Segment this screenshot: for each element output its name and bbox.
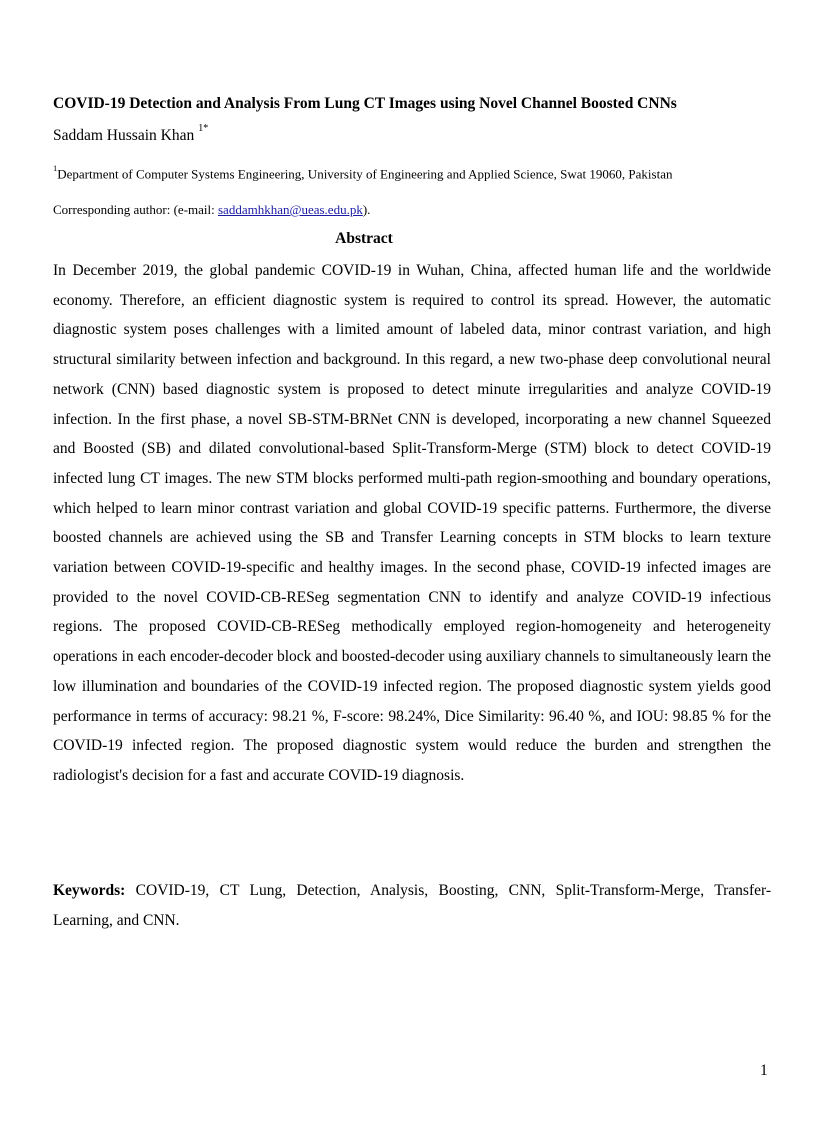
- author-affiliation-marker: 1*: [198, 123, 209, 134]
- author-name: Saddam Hussain Khan: [53, 127, 195, 145]
- corresponding-author-line: [53, 200, 370, 220]
- affiliation-marker: 1: [53, 163, 58, 173]
- corresponding-suffix: ).: [362, 202, 371, 217]
- affiliation-line: [53, 160, 672, 184]
- author-line: [53, 121, 208, 147]
- affiliation-text: Department of Computer Systems Engineering, University of Engineering and Applied Science, Swat 19060, Pakistan: [57, 166, 673, 182]
- page-number: 1: [760, 1062, 768, 1079]
- paper-title: COVID-19 Detection and Analysis From Lung CT Images using Novel Channel Boosted CNNs: [53, 95, 677, 112]
- keywords-label: Keywords:: [53, 882, 126, 899]
- abstract-body: In December 2019, the global pandemic COVID-19 in Wuhan, China, affected human life and the worldwide economy. Therefore, an efficient diagnostic system is required to control its spread. However, the automatic diagnostic system poses challenges with a limited amount of labeled data, minor contrast variation, and high structural similarity between infection and background. In this regard, a new two-phase deep convolutional neural network (CNN) based diagnostic system is proposed to detect minute irregularities and analyze COVID-19 infection. In the first phase, a novel SB-STM-BRNet CNN is developed, incorporating a new channel Squeezed and Boosted (SB) and dilated convolutional-based Split-Transform-Merge (STM) block to detect COVID-19 infected lung CT images. The new STM blocks performed multi-path region-smoothing and boundary operations, which helped to learn minor contrast variation and global COVID-19 specific patterns. Furthermore, the diverse boosted channels are achieved using the SB and Transfer Learning concepts in STM blocks to learn texture variation between COVID-19-specific and healthy images. In the second phase, COVID-19 infected images are provided to the novel COVID-CB-RESeg segmentation CNN to identify and analyze COVID-19 infectious regions. The proposed COVID-CB-RESeg methodically employed region-homogeneity and heterogeneity operations in each encoder-decoder block and boosted-decoder using auxiliary channels to simultaneously learn the low illumination and boundaries of the COVID-19 infected region. The proposed diagnostic system yields good performance in terms of accuracy: 98.21 %, F-score: 98.24%, Dice Similarity: 96.40 %, and IOU: 98.85 % for the COVID-19 infected region. The proposed diagnostic system would reduce the burden and strengthen the radiologist's decision for a fast and accurate COVID-19 diagnosis.: [53, 262, 771, 784]
- keywords-text: COVID-19, CT Lung, Detection, Analysis, Boosting, CNN, Split-Transform-Merge, Transfer-Learning, and CNN.: [53, 882, 772, 929]
- corresponding-prefix: Corresponding author: (e-mail:: [53, 202, 218, 217]
- abstract-heading: Abstract: [335, 230, 393, 247]
- email-link[interactable]: saddamhkhan@ueas.edu.pk: [218, 202, 363, 217]
- keywords-paragraph: [53, 876, 771, 935]
